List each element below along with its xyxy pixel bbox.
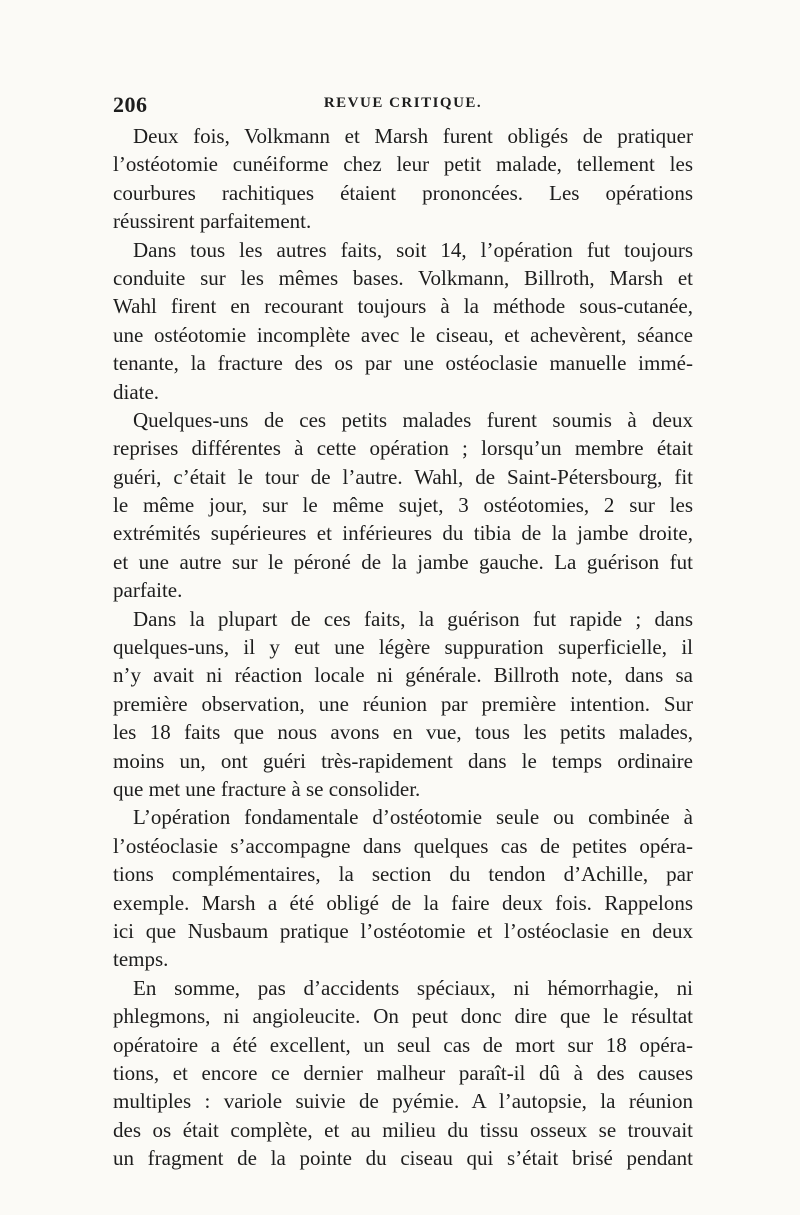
paragraph [113,803,693,973]
text-line: et une autre sur le péroné de la jambe gauche. La guérison fut [113,549,693,574]
text-line: Dans tous les autres faits, soit 14, l’opération fut toujours [133,237,693,262]
text-line: opératoire a été excellent, un seul cas de mort sur 18 opéra- [113,1032,693,1057]
text-line: L’opération fondamentale d’ostéotomie seule ou combinée à [133,805,693,830]
text-line: que met une fracture à se consolider. [113,776,421,801]
page-header [113,92,693,122]
text-line: le même jour, sur le même sujet, 3 ostéotomies, 2 sur les [113,493,693,518]
text-line: tions complémentaires, la section du tendon d’Achille, par [113,862,693,887]
text-line: ici que Nusbaum pratique l’ostéotomie et l’ostéoclasie en deux [113,918,693,943]
text-line: courbures rachitiques étaient prononcées. Les opérations [113,180,693,205]
text-line: extrémités supérieures et inférieures du tibia de la jambe droite, [113,521,693,546]
text-line: réussirent parfaitement. [113,209,312,234]
text-line: Deux fois, Volkmann et Marsh furent obligés de pratiquer [133,124,693,148]
paragraph [113,236,693,406]
paragraph [113,974,693,1173]
text-line: l’ostéoclasie s’accompagne dans quelques cas de petites opéra- [113,833,693,858]
paragraph [113,406,693,605]
text-line: tions, et encore ce dernier malheur paraît-il dû à des causes [113,1060,693,1085]
page-number: 206 [113,92,148,117]
text-line: n’y avait ni réaction locale ni générale. Billroth note, dans sa [113,663,693,688]
text-line: Quelques-uns de ces petits malades furent soumis à deux [133,407,693,432]
text-line: conduite sur les mêmes bases. Volkmann, Billroth, Marsh et [113,265,693,290]
text-line: les 18 faits que nous avons en vue, tous les petits malades, [113,720,693,745]
text-line: reprises différentes à cette opération ; lorsqu’un membre était [113,436,693,461]
text-line: tenante, la fracture des os par une ostéoclasie manuelle immé- [113,351,693,376]
text-line: Wahl firent en recourant toujours à la méthode sous-cutanée, [113,294,693,319]
text-line: phlegmons, ni angioleucite. On peut donc dire que le résultat [113,1004,693,1029]
text-line: multiples : variole suivie de pyémie. A l’autopsie, la réunion [113,1089,693,1114]
running-head: REVUE CRITIQUE. [323,95,483,111]
text-line: En somme, pas d’accidents spéciaux, ni hémorrhagie, ni [133,975,693,1000]
text-line: première observation, une réunion par première intention. Sur [113,691,693,716]
body-text [113,122,693,1172]
text-line: exemple. Marsh a été obligé de la faire deux fois. Rappelons [113,890,693,915]
paragraph [113,122,693,236]
text-line: un fragment de la pointe du ciseau qui s’était brisé pendant [113,1146,693,1171]
text-line: diate. [113,379,160,404]
text-line: guéri, c’était le tour de l’autre. Wahl, de Saint-Pétersbourg, fit [113,464,693,489]
text-line: des os était complète, et au milieu du tissu osseux se trouvait [113,1117,693,1142]
paragraph [113,605,693,804]
text-line: moins un, ont guéri très-rapidement dans le temps ordinaire [113,748,693,773]
text-line: temps. [113,947,169,972]
text-line: quelques-uns, il y eut une légère suppuration superficielle, il [113,635,693,660]
text-line: parfaite. [113,578,183,603]
text-line: Dans la plupart de ces faits, la guérison fut rapide ; dans [133,606,693,631]
text-line: une ostéotomie incomplète avec le ciseau, et achevèrent, séance [113,322,693,347]
text-line: l’ostéotomie cunéiforme chez leur petit malade, tellement les [113,152,693,177]
